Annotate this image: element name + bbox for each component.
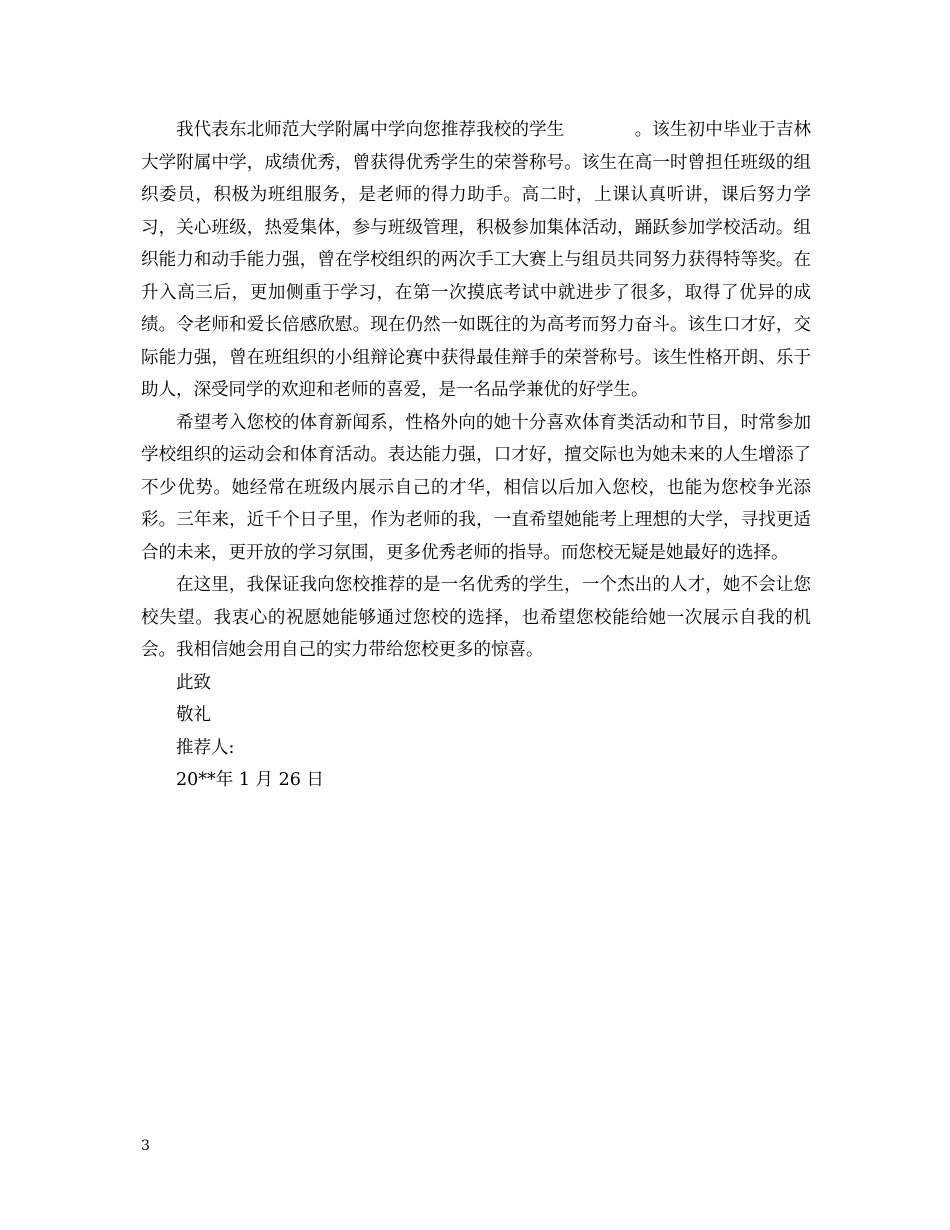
paragraph-aspirations: 希望考入您校的体育新闻系，性格外向的她十分喜欢体育类活动和节目，时常参加学校组织的运动会和体育活动。表达能力强，口才好，擅交际也为她未来的人生增添了不少优势。她经常在班级内展示自己的才华，相信以后加入您校，也能为您校争光添彩。三年来，近千个日子里，作为老师的我，一直希望她能考上理想的大学，寻找更适合的未来，更开放的学习氛围，更多优秀老师的指导。而您校无疑是她最好的选择。 (141, 412, 811, 563)
page-number: 3 (141, 1138, 150, 1154)
recommender-label: 推荐人: (176, 737, 235, 758)
paragraph-1-details: 。该生初中毕业于吉林大学附属中学，成绩优秀，曾获得优秀学生的荣誉称号。该生在高一时曾担任班级的组织委员，积极为班组服务，是老师的得力助手。高二时，上课认真听讲，课后努力学习，关心班级，热爱集体，参与班级管理，积极参加集体活动，踊跃参加学校活动。组织能力和动手能力强，曾在学校组织的两次手工大赛上与组员共同努力获得特等奖。在升入高三后，更加侧重于学习，在第一次摸底考试中就进步了很多，取得了优异的成绩。令老师和爱长倍感欣慰。现在仍然一如既往的为高考而努力奋斗。该生口才好，交际能力强，曾在班组织的小组辩论赛中获得最佳辩手的荣誉称号。该生性格开朗、乐于助人，深受同学的欢迎和老师的喜爱，是一名品学兼优的好学生。 (141, 120, 811, 400)
letter-body (141, 114, 811, 797)
paragraph-guarantee: 在这里，我保证我向您校推荐的是一名优秀的学生，一个杰出的人才，她不会让您校失望。我衷心的祝愿她能够通过您校的选择，也希望您校能给她一次展示自我的机会。我相信她会用自己的实力带给您校更多的惊喜。 (141, 575, 811, 660)
letter-date: 20**年 1 月 26 日 (176, 770, 324, 790)
salutation-line: 敬礼 (176, 705, 211, 725)
paragraph-student-profile (141, 114, 811, 407)
paragraph-1-intro: 我代表东北师范大学附属中学向您推荐我校的学生 (176, 120, 565, 140)
closing-line: 此致 (176, 672, 211, 693)
